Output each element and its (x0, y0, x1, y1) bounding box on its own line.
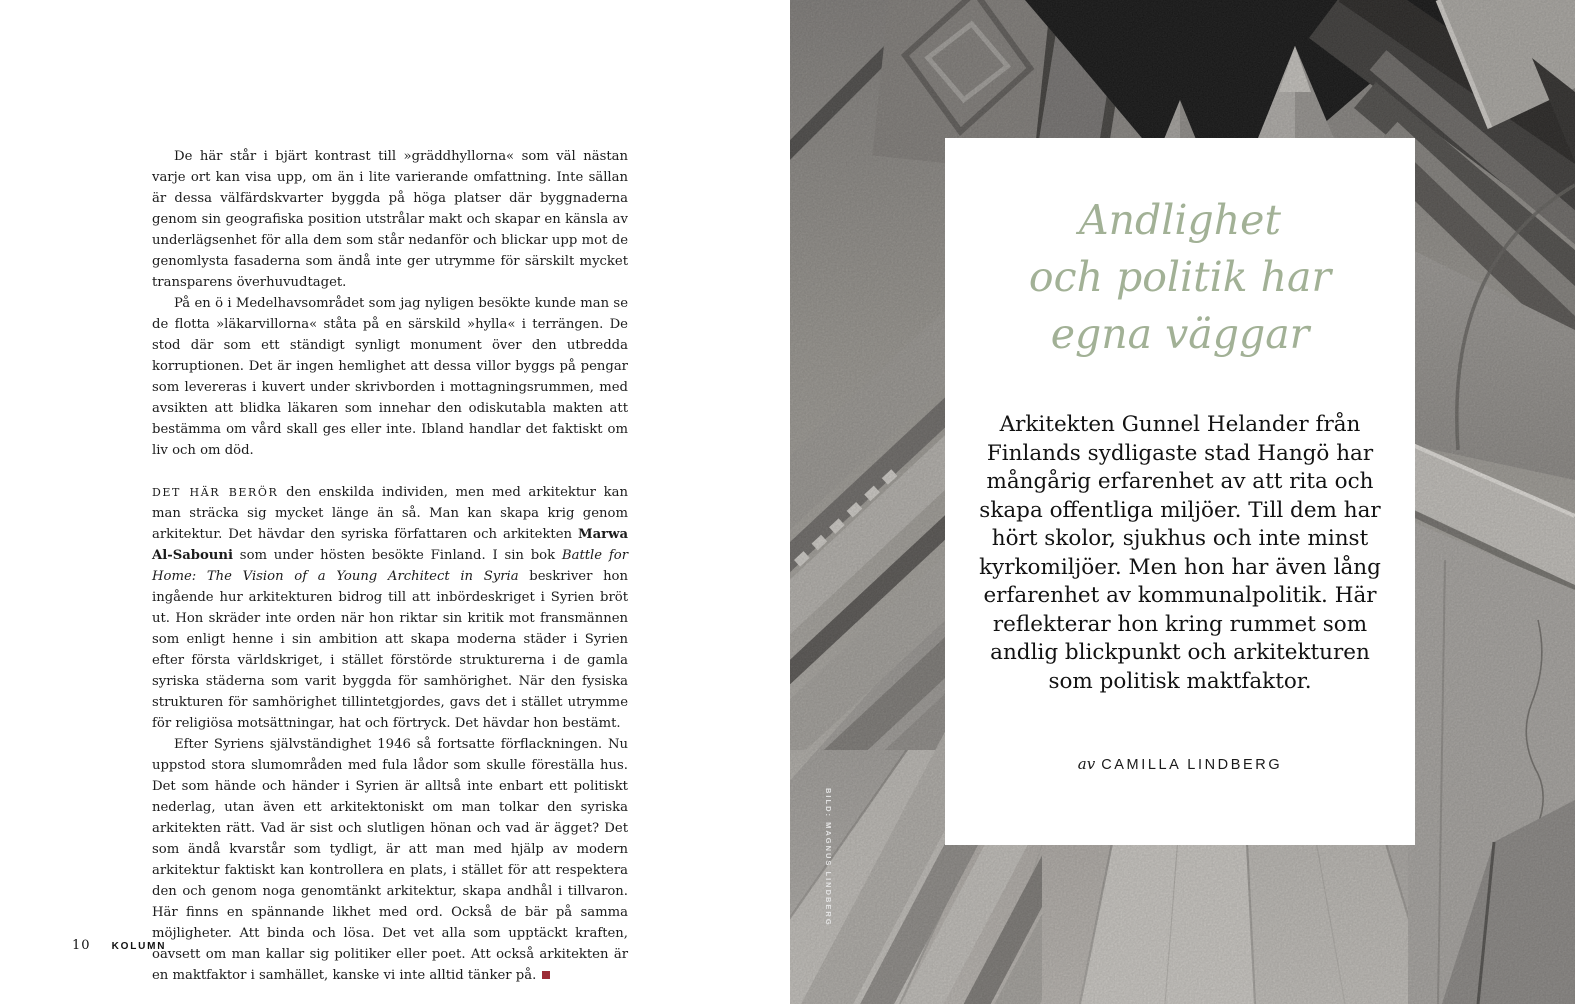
body-segment: beskriver hon ingående hur arkitekturen bidrog till att inbördeskriget i Syrien bröt ut. Hon skräder inte orden när hon riktar sin kritik mot fransmännen som enligt henne i sin ambition att skapa moderna städer i Syrien efter första världskriget, i stället förstörde strukturerna i de gamla syriska städerna som varit byggda för samhörighet. När den fysiska strukturen för samhörighet tillintetgjordes, gavs det i stället utrymme för religiösa motsättningar, hat och förtryck. Det hävdar hon bestämt. (152, 569, 628, 731)
byline-name: CAMILLA LINDBERG (1101, 757, 1283, 773)
title-line: och politik har (1028, 253, 1332, 301)
body-segment: Efter Syriens självständighet 1946 så fortsatte förflackningen. Nu uppstod stora slumområden med fula lådor som skulle föreställa hus. Det som hände och händer i Syrien är alltså inte enbart ett politiskt nederlag, utan även ett arkitektoniskt om man tolkar den syriska arkitekten rätt. Vad är sist och slutligen hönan och vad är ägget? Det som ändå kvarstår som tydligt, är att man med hjälp av modern arkitektur faktiskt kan kontrollera en plats, i stället för att respektera den och genom noga genomtänkt arkitektur, skapa andhål i tillvaron. Här finns en spännande likhet med ord. Också de bär på samma möjligheter. Att binda och lösa. Det vet alla som upptäckt kraften, oavsett om man kallar sig politiker eller poet. Att också arkitekten är en maktfaktor i samhället, kanske vi inte alltid tänker på. (152, 737, 628, 983)
feature-byline (945, 754, 1415, 773)
page-number: 10 (72, 938, 91, 953)
byline-prefix: av (1077, 755, 1096, 773)
body-paragraph (152, 734, 628, 986)
article-body (152, 146, 628, 986)
body-segment-opener: DET HÄR BERÖR (152, 486, 279, 499)
body-segment: De här står i bjärt kontrast till »gräddhyllorna« som väl nästan varje ort kan visa upp, om än i lite varierande omfattning. Inte sällan är dessa välfärdskvarter byggda på höga platser där byggnaderna genom sin geografiska position utstrålar makt och skapar en känsla av underlägsenhet för alla dem som står nedanför och blickar upp mot de genomlysta fasaderna som ändå inte ger utrymme för särskilt mycket transparens överhuvudtaget. (152, 149, 628, 290)
feature-title (945, 192, 1415, 363)
feature-card (945, 138, 1415, 845)
body-paragraph (152, 293, 628, 461)
body-segment: den enskilda individen, men med arkitektur kan man sträcka sig mycket länge än så. Man kan skapa krig genom arkitektur. Det hävdar den syriska författaren och arkitekten (152, 485, 628, 542)
section-label: KOLUMN (111, 941, 167, 952)
end-mark (542, 971, 550, 979)
title-line: Andlighet (1079, 196, 1281, 244)
page-footer (72, 934, 166, 953)
body-segment-italic: Battle for Home: The Vision of a Young Architect in Syria (152, 548, 629, 584)
photo-credit: BILD: MAGNUS LINDBERG (824, 788, 833, 927)
title-line: egna väggar (1050, 310, 1310, 358)
body-paragraph (152, 146, 628, 293)
body-segment: På en ö i Medelhavsområdet som jag nyligen besökte kunde man se de flotta »läkarvillorna« ståta på en särskild »hylla« i terrängen. De stod där som ett ständigt synligt monument över den utbredda korruptionen. Det är ingen hemlighet att dessa villor byggs på pengar som levereras i kuvert under skrivborden i mottagningsrummen, med avsikten att blidka läkaren som innehar den odiskutabla makten att bestämma om vård skall ges eller inte. Ibland handlar det faktiskt om liv och om död. (152, 296, 628, 458)
feature-intro: Arkitekten Gunnel Helander från Finlands sydligaste stad Hangö har mångårig erfarenhet av att rita och skapa offentliga miljöer. Till dem har hört skolor, sjukhus och inte minst kyrkomiljöer. Men hon har även lång erfarenhet av kommunalpolitik. Här reflekterar hon kring rummet som andlig blickpunkt och arkitekturen som politisk maktfaktor. (979, 412, 1381, 694)
body-segment-bold: Marwa Al-Sabouni (152, 527, 628, 563)
body-paragraph (152, 482, 628, 734)
body-segment: som under hösten besökte Finland. I sin bok (233, 548, 562, 563)
